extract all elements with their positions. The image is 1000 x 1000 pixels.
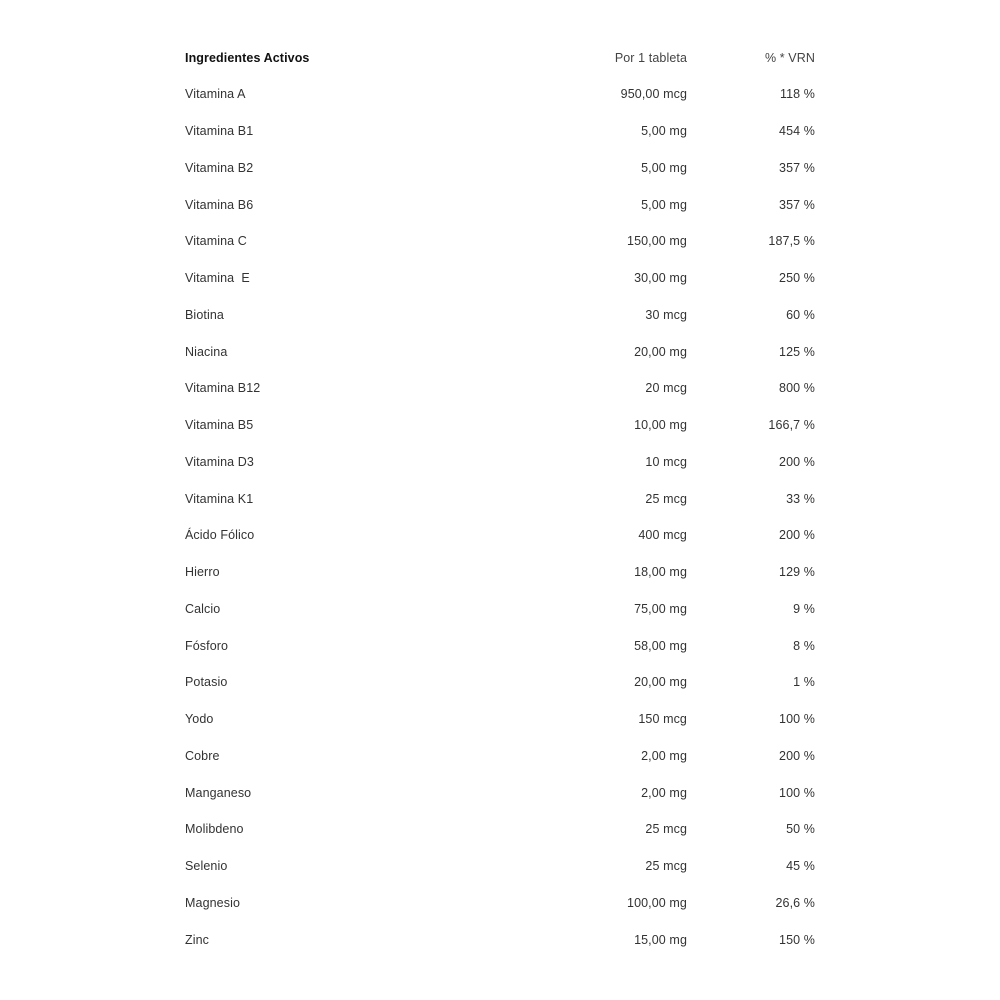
table-row bbox=[185, 186, 815, 223]
table-row bbox=[185, 591, 815, 628]
ingredient-name: Manganeso bbox=[185, 785, 252, 800]
ingredient-name: Yodo bbox=[185, 712, 214, 727]
ingredient-name: Vitamina B1 bbox=[185, 124, 254, 139]
table-row bbox=[185, 848, 815, 885]
table-row bbox=[185, 627, 815, 664]
ingredient-vrn-percent: 100 % bbox=[779, 712, 815, 727]
ingredient-vrn-percent: 800 % bbox=[779, 381, 815, 396]
ingredient-amount: 950,00 mcg bbox=[620, 87, 687, 102]
ingredient-vrn-percent: 1 % bbox=[793, 675, 815, 690]
table-row bbox=[185, 76, 815, 113]
ingredient-name: Potasio bbox=[185, 675, 228, 690]
table-row bbox=[185, 774, 815, 811]
ingredient-vrn-percent: 100 % bbox=[779, 785, 815, 800]
table-row bbox=[185, 113, 815, 150]
ingredient-vrn-percent: 118 % bbox=[779, 87, 815, 102]
ingredient-vrn-percent: 357 % bbox=[779, 160, 815, 175]
table-row bbox=[185, 517, 815, 554]
ingredient-vrn-percent: 357 % bbox=[779, 197, 815, 212]
ingredient-name: Molibdeno bbox=[185, 822, 244, 837]
ingredient-vrn-percent: 129 % bbox=[779, 565, 815, 580]
nutrition-table bbox=[185, 40, 815, 958]
ingredient-vrn-percent: 166,7 % bbox=[768, 418, 815, 433]
ingredient-vrn-percent: 33 % bbox=[786, 491, 815, 506]
ingredient-amount: 58,00 mg bbox=[634, 638, 687, 653]
ingredient-amount: 150,00 mg bbox=[627, 234, 687, 249]
ingredient-vrn-percent: 8 % bbox=[793, 638, 815, 653]
ingredient-name: Vitamina D3 bbox=[185, 454, 254, 469]
header-per-tablet: Por 1 tableta bbox=[614, 51, 687, 65]
ingredient-vrn-percent: 250 % bbox=[779, 271, 815, 286]
ingredient-name: Selenio bbox=[185, 859, 228, 874]
ingredient-name: Vitamina B5 bbox=[185, 418, 254, 433]
table-row bbox=[185, 260, 815, 297]
ingredient-amount: 25 mcg bbox=[645, 859, 687, 874]
ingredient-vrn-percent: 125 % bbox=[779, 344, 815, 359]
ingredient-vrn-percent: 200 % bbox=[779, 454, 815, 469]
ingredient-vrn-percent: 187,5 % bbox=[768, 234, 815, 249]
ingredient-name: Vitamina B2 bbox=[185, 160, 254, 175]
ingredient-name: Vitamina C bbox=[185, 234, 247, 249]
table-row bbox=[185, 738, 815, 775]
ingredient-name: Vitamina B6 bbox=[185, 197, 254, 212]
ingredient-vrn-percent: 60 % bbox=[786, 307, 815, 322]
ingredient-vrn-percent: 26,6 % bbox=[775, 895, 815, 910]
ingredient-name: Calcio bbox=[185, 601, 221, 616]
table-row bbox=[185, 297, 815, 334]
table-row bbox=[185, 701, 815, 738]
table-row bbox=[185, 921, 815, 958]
ingredient-amount: 18,00 mg bbox=[634, 565, 687, 580]
table-row bbox=[185, 223, 815, 260]
ingredient-name: Hierro bbox=[185, 565, 220, 580]
ingredient-name: Vitamina E bbox=[185, 271, 250, 286]
ingredient-amount: 100,00 mg bbox=[627, 895, 687, 910]
table-row bbox=[185, 811, 815, 848]
ingredient-amount: 30,00 mg bbox=[634, 271, 687, 286]
ingredient-name: Niacina bbox=[185, 344, 228, 359]
header-ingredients: Ingredientes Activos bbox=[185, 51, 310, 65]
ingredient-amount: 20 mcg bbox=[645, 381, 687, 396]
ingredient-name: Vitamina K1 bbox=[185, 491, 254, 506]
ingredient-amount: 5,00 mg bbox=[641, 197, 687, 212]
ingredient-amount: 20,00 mg bbox=[634, 675, 687, 690]
table-row bbox=[185, 664, 815, 701]
ingredient-vrn-percent: 200 % bbox=[779, 528, 815, 543]
ingredient-amount: 150 mcg bbox=[638, 712, 687, 727]
ingredient-amount: 30 mcg bbox=[645, 307, 687, 322]
ingredient-amount: 10 mcg bbox=[645, 454, 687, 469]
table-row bbox=[185, 333, 815, 370]
table-header-row bbox=[185, 40, 815, 76]
ingredient-amount: 75,00 mg bbox=[634, 601, 687, 616]
table-row bbox=[185, 444, 815, 481]
ingredient-name: Cobre bbox=[185, 748, 220, 763]
ingredient-vrn-percent: 200 % bbox=[779, 748, 815, 763]
ingredient-name: Biotina bbox=[185, 307, 224, 322]
table-body bbox=[185, 76, 815, 958]
ingredient-amount: 2,00 mg bbox=[641, 785, 687, 800]
table-row bbox=[185, 370, 815, 407]
table-row bbox=[185, 554, 815, 591]
ingredient-name: Vitamina A bbox=[185, 87, 246, 102]
header-vrn-percent: % * VRN bbox=[764, 51, 815, 65]
ingredient-vrn-percent: 50 % bbox=[786, 822, 815, 837]
ingredient-amount: 25 mcg bbox=[645, 491, 687, 506]
table-row bbox=[185, 407, 815, 444]
table-row bbox=[185, 150, 815, 187]
ingredient-amount: 400 mcg bbox=[638, 528, 687, 543]
ingredient-name: Fósforo bbox=[185, 638, 229, 653]
ingredient-name: Magnesio bbox=[185, 895, 240, 910]
ingredient-vrn-percent: 9 % bbox=[793, 601, 815, 616]
ingredient-vrn-percent: 150 % bbox=[779, 932, 815, 947]
ingredient-vrn-percent: 45 % bbox=[786, 859, 815, 874]
ingredient-amount: 2,00 mg bbox=[641, 748, 687, 763]
table-row bbox=[185, 885, 815, 922]
ingredient-name: Zinc bbox=[185, 932, 210, 947]
table-row bbox=[185, 480, 815, 517]
ingredient-amount: 20,00 mg bbox=[634, 344, 687, 359]
ingredient-amount: 10,00 mg bbox=[634, 418, 687, 433]
ingredient-vrn-percent: 454 % bbox=[779, 124, 815, 139]
ingredient-amount: 15,00 mg bbox=[634, 932, 687, 947]
ingredient-name: Ácido Fólico bbox=[185, 528, 255, 543]
ingredient-name: Vitamina B12 bbox=[185, 381, 261, 396]
ingredient-amount: 25 mcg bbox=[645, 822, 687, 837]
ingredient-amount: 5,00 mg bbox=[641, 124, 687, 139]
ingredient-amount: 5,00 mg bbox=[641, 160, 687, 175]
